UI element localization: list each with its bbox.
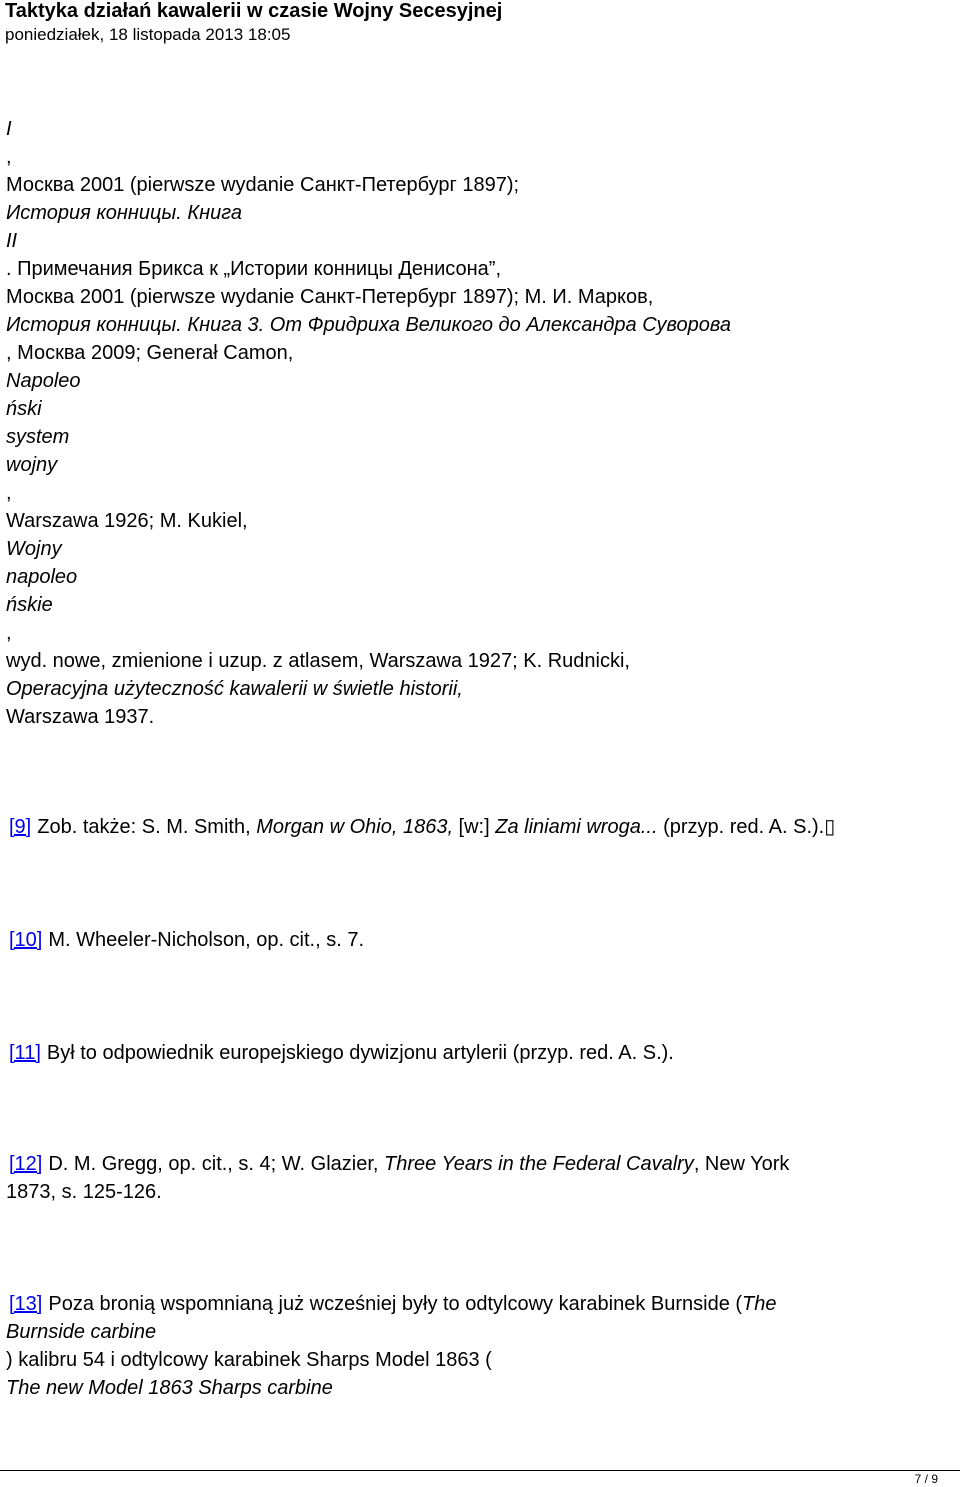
footnote-12-line-2: 1873, s. 125-126. <box>6 1181 162 1203</box>
text-span: . Примечания Брикса к „Истории конницы Денисона”, <box>6 258 501 280</box>
text-line: wyd. nowe, zmienione i uzup. z atlasem, Warszawa 1927; K. Rudnicki, <box>6 650 630 672</box>
text-line: Москва 2001 (pierwsze wydanie Санкт-Петербург 1897); М. И. Марков, <box>6 286 654 308</box>
footnote-text: (przyp. red. A. S.). <box>657 816 825 838</box>
footnote-text: [w:] <box>453 816 496 838</box>
footnote-10 <box>6 928 364 952</box>
text-line: napoleo <box>6 566 78 588</box>
article-date: poniedziałek, 18 listopada 2013 18:05 <box>5 25 291 44</box>
text-line: Wojny <box>6 538 62 560</box>
text-line: Operacyjna użyteczność kawalerii w świetle historii, <box>6 678 463 700</box>
footnote-text: Poza bronią wspomnianą już wcześniej były to odtylcowy karabinek Burnside ( <box>48 1293 743 1315</box>
article-title: Taktyka działań kawalerii w czasie Wojny Secesyjnej <box>5 0 503 22</box>
footnote-link-9[interactable]: [9] <box>9 816 32 838</box>
footer-divider <box>0 1470 960 1471</box>
footnote-13-line-2: Burnside carbine <box>6 1321 157 1343</box>
page-number: 7 / 9 <box>914 1472 938 1486</box>
footnote-9 <box>6 815 835 839</box>
footnote-text: M. Wheeler-Nicholson, op. cit., s. 7. <box>48 929 365 951</box>
footnote-text: D. M. Gregg, op. cit., s. 4; W. Glazier, <box>48 1153 385 1175</box>
footnote-13-line-3: ) kalibru 54 i odtylcowy karabinek Sharps Model 1863 ( <box>6 1349 492 1371</box>
footnote-11 <box>6 1041 674 1065</box>
footnote-link-13[interactable]: [13] <box>9 1293 43 1315</box>
text-line: , <box>6 146 12 168</box>
footnote-text: Był to odpowiednik europejskiego dywizjonu artylerii (przyp. red. A. S.). <box>46 1042 674 1064</box>
text-line: , <box>6 622 12 644</box>
text-line <box>6 257 501 281</box>
text-line: История конницы. Книга 3. От Фридриха Великого до Александра Суворова <box>6 314 731 336</box>
footnote-12 <box>6 1152 789 1176</box>
page-header <box>5 0 502 46</box>
footnote-link-11[interactable]: [11] <box>9 1042 41 1064</box>
text-line: II <box>6 230 18 252</box>
footnote-text: Zob. także: S. M. Smith, <box>37 816 257 838</box>
text-line: ński <box>6 398 42 420</box>
footnote-italic: The <box>742 1293 777 1315</box>
footnote-13-line-4: The new Model 1863 Sharps carbine <box>6 1377 333 1399</box>
text-line: , Москва 2009; Generał Camon, <box>6 342 294 364</box>
text-line: wojny <box>6 454 58 476</box>
text-line: Москва 2001 (pierwsze wydanie Санкт-Петербург 1897); <box>6 174 520 196</box>
footnote-13 <box>6 1292 777 1316</box>
footnote-italic: Morgan w Ohio, 1863, <box>256 816 453 838</box>
footnote-link-10[interactable]: [10] <box>9 929 43 951</box>
missing-glyph-box: ▯ <box>824 816 836 838</box>
text-line: Warszawa 1937. <box>6 706 155 728</box>
footnote-link-12[interactable]: [12] <box>9 1153 43 1175</box>
text-line: Napoleo <box>6 370 81 392</box>
text-line: I <box>6 118 12 140</box>
footnote-italic: Za liniami wroga... <box>495 816 658 838</box>
text-line: , <box>6 482 12 504</box>
text-line: История конницы. Книга <box>6 202 242 224</box>
text-line: system <box>6 426 70 448</box>
footnote-text: , New York <box>693 1153 790 1175</box>
footnote-italic: Three Years in the Federal Cavalry <box>384 1153 694 1175</box>
text-line: Warszawa 1926; M. Kukiel, <box>6 510 248 532</box>
text-line: ńskie <box>6 594 53 616</box>
